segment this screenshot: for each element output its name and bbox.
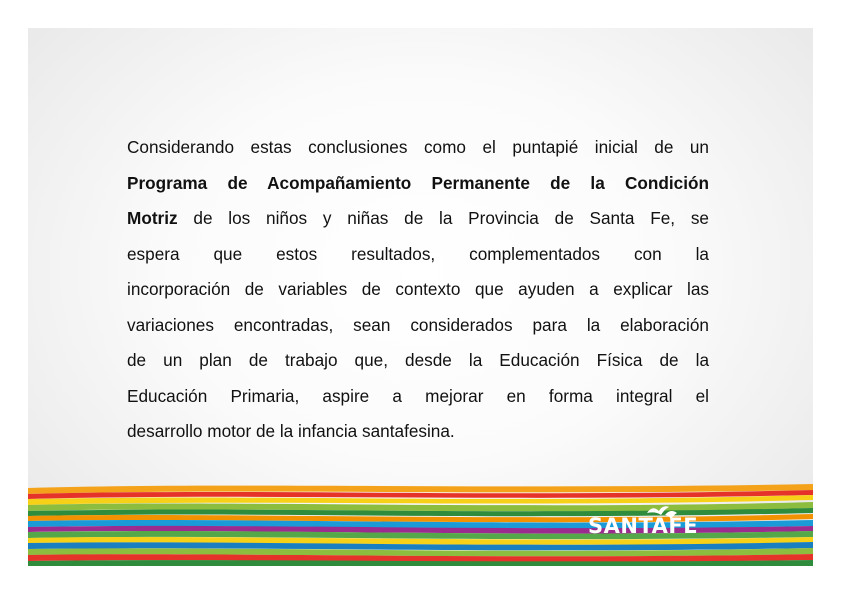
body-paragraph	[127, 130, 709, 450]
paragraph-line	[127, 166, 709, 202]
paragraph-line: desarrollo motor de la infancia santafesina.	[127, 421, 455, 441]
paragraph-line: variaciones encontradas, sean considerados para la elaboración	[127, 314, 709, 335]
paragraph-line: Educación Primaria, aspire a mejorar en forma integral el	[127, 385, 709, 406]
paragraph-line: espera que estos resultados, complementados con la	[127, 243, 709, 264]
paragraph-line: Considerando estas conclusiones como el puntapié inicial de un	[127, 137, 709, 157]
slide	[28, 28, 813, 566]
bold-program-title: Programa de Acompañamiento Permanente de la Condición	[127, 172, 709, 193]
paragraph-line	[127, 201, 709, 237]
paragraph-line: incorporación de variables de contexto que ayuden a explicar las	[127, 279, 709, 299]
paragraph-line: de un plan de trabajo que, desde la Educación Física de la	[127, 350, 709, 370]
paragraph-line-text: de los niños y niñas de la Provincia de Santa Fe, se	[177, 208, 709, 228]
bold-program-title-end: Motriz	[127, 208, 178, 228]
santafe-logo: SANTAFE	[588, 514, 699, 538]
